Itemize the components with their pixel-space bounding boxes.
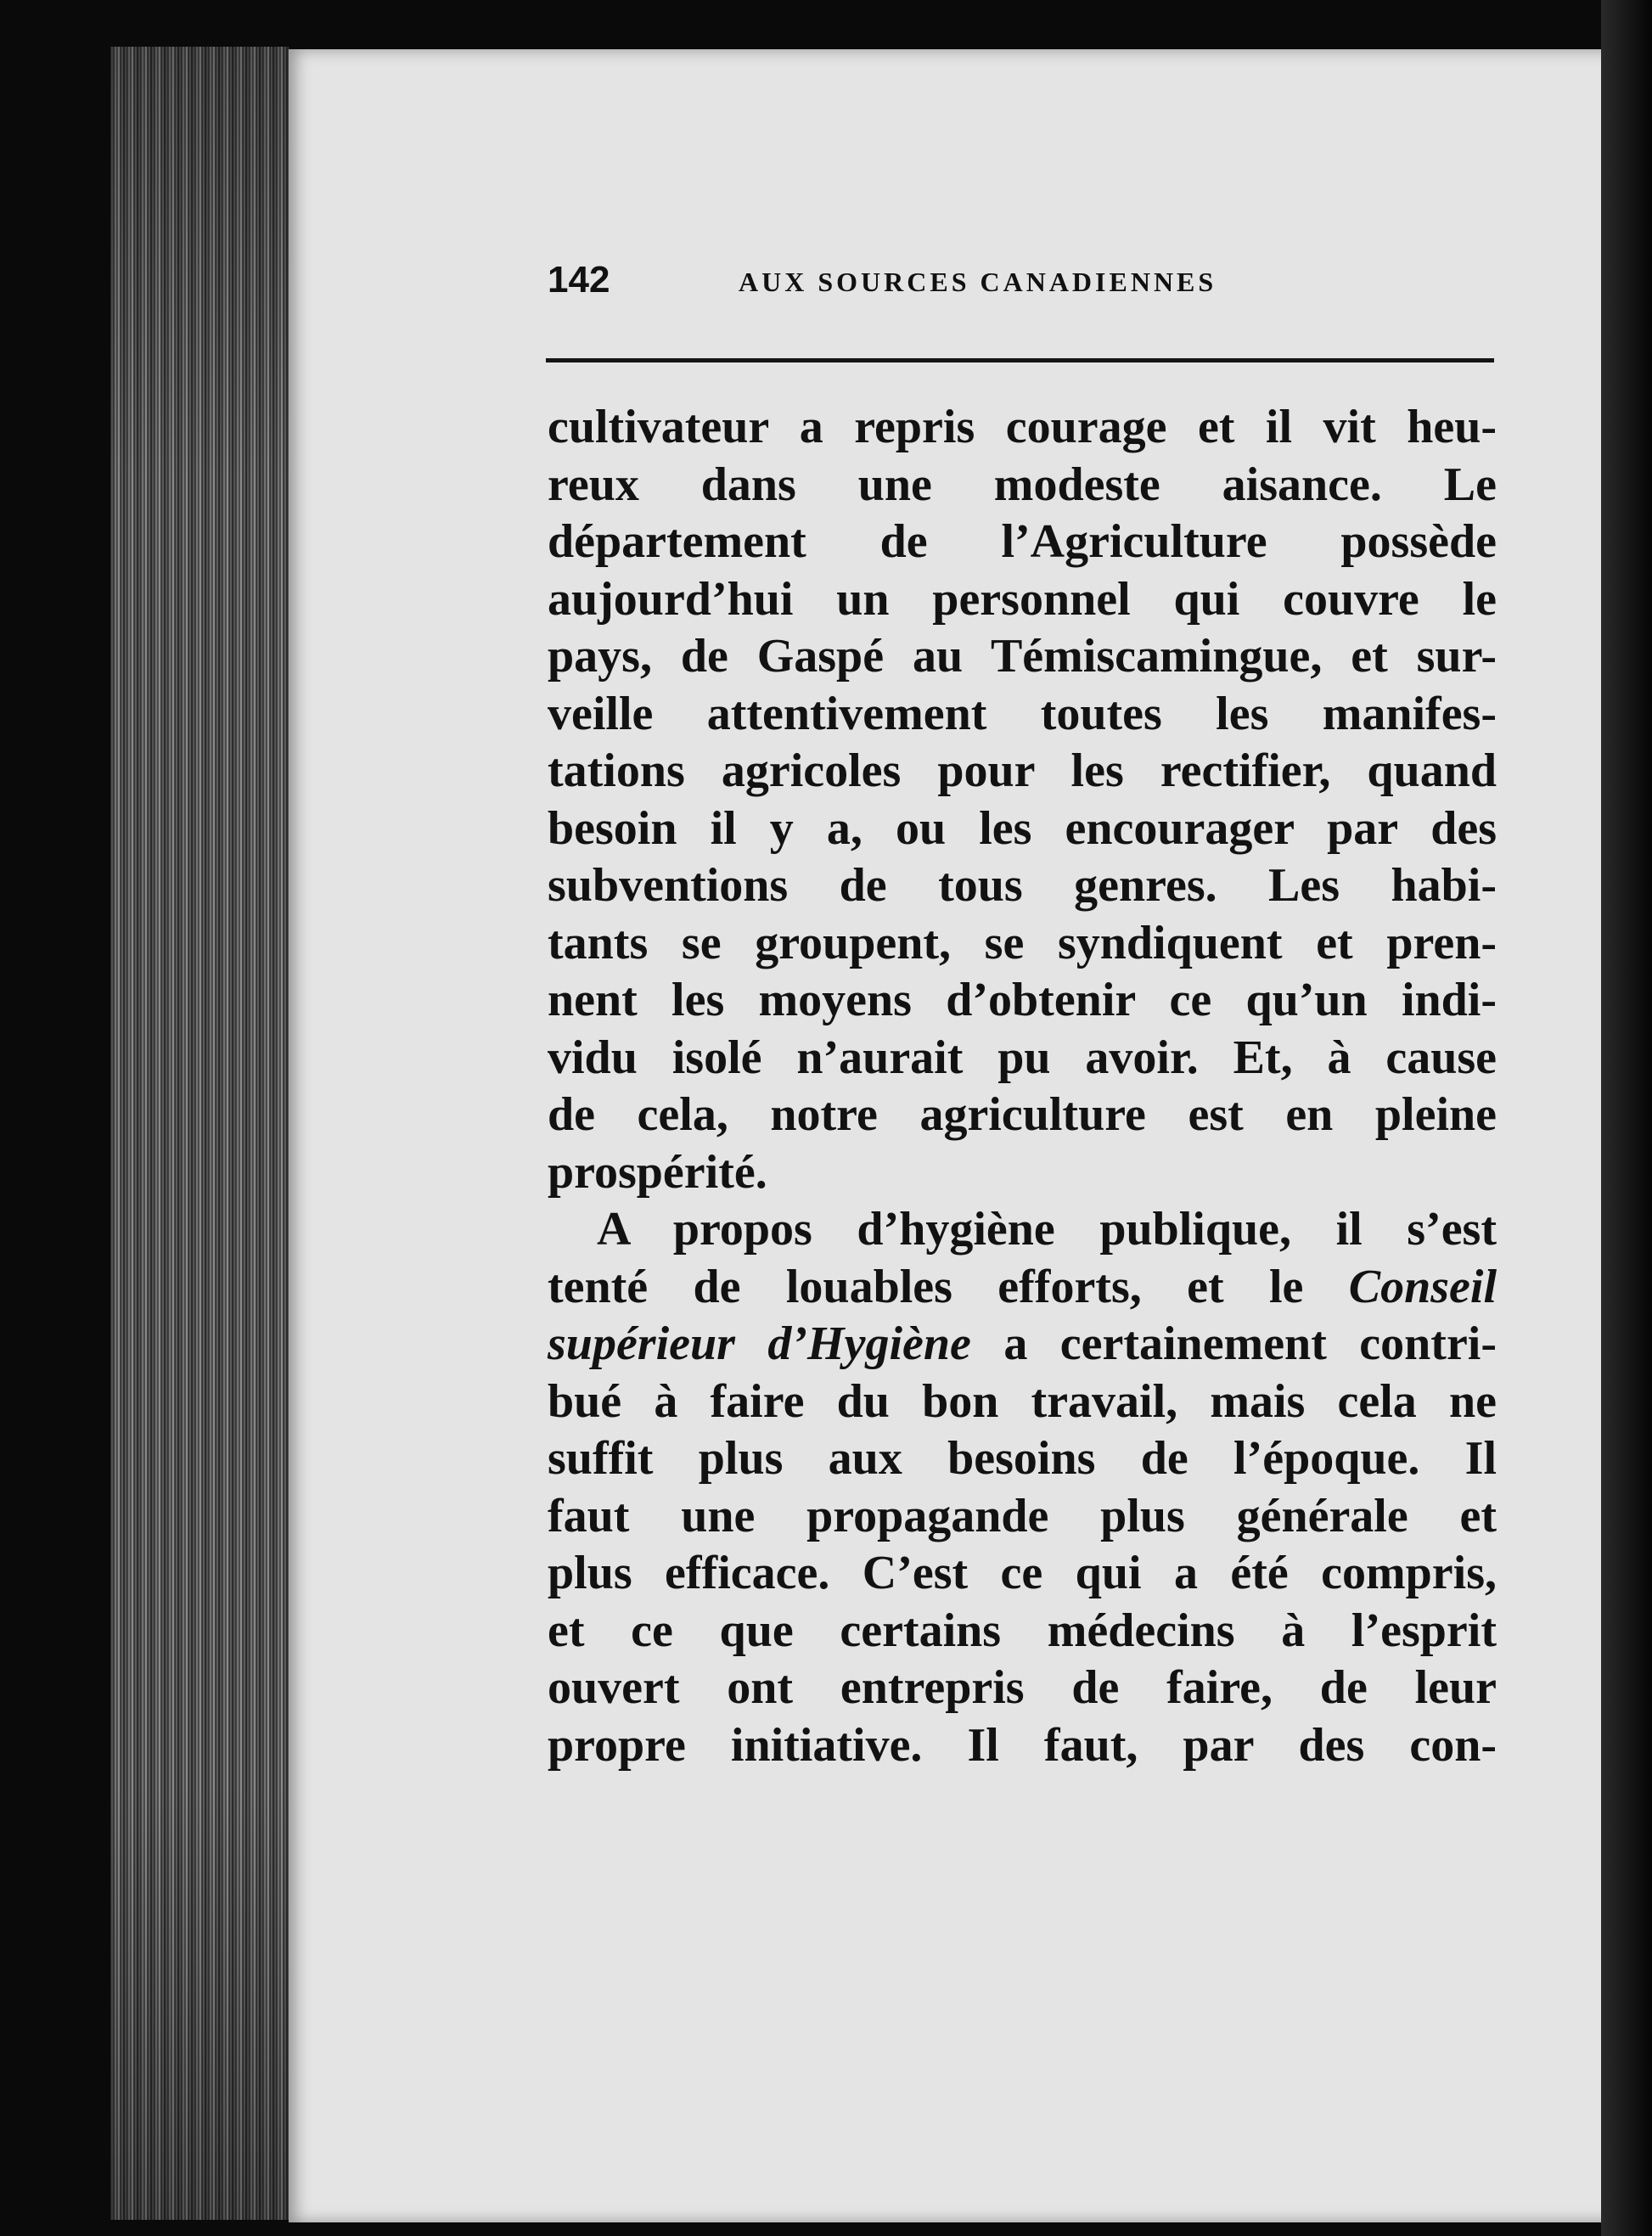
text-line: nent les moyens d’obtenir ce qu’un indi- — [548, 974, 1497, 1026]
text-line: ouvert ont entrepris de faire, de leur — [548, 1661, 1497, 1714]
text-fragment: a certainement contri- — [1003, 1317, 1497, 1370]
text-line: de cela, notre agriculture est en pleine — [548, 1088, 1497, 1141]
header-rule — [546, 358, 1494, 362]
text-line — [548, 1259, 1497, 1317]
text-line: pays, de Gaspé au Témiscamingue, et sur- — [548, 630, 1497, 683]
book-page-edges — [110, 47, 289, 2220]
text-line: tations agricoles pour les rectifier, quand — [548, 744, 1497, 797]
paragraph-2 — [548, 1201, 1497, 1774]
text-line: faut une propagande plus générale et — [548, 1489, 1497, 1542]
text-line: aujourd’hui un personnel qui couvre le — [548, 572, 1497, 626]
text-line: cultivateur a repris courage et il vit heu- — [548, 401, 1497, 453]
text-line: et ce que certains médecins à l’esprit — [548, 1604, 1497, 1657]
italic-title-fragment: supérieur d’Hygiène — [548, 1317, 971, 1370]
text-fragment: tenté de louables efforts, et le — [548, 1260, 1304, 1313]
page-header — [548, 255, 1490, 314]
text-line: besoin il y a, ou les encourager par des — [548, 801, 1497, 855]
text-line — [548, 1316, 1497, 1374]
running-title: AUX SOURCES CANADIENNES — [739, 267, 1217, 297]
body-text — [548, 399, 1497, 1774]
text-line: propre initiative. Il faut, par des con- — [548, 1718, 1497, 1772]
page-number: 142 — [548, 259, 610, 301]
text-line: département de l’Agriculture possède — [548, 515, 1497, 568]
text-line: prospérité. — [548, 1145, 767, 1199]
text-line: vidu isolé n’aurait pu avoir. Et, à cause — [548, 1031, 1497, 1084]
text-line: bué à faire du bon travail, mais cela ne — [548, 1374, 1497, 1428]
italic-title-fragment: Conseil — [1348, 1260, 1497, 1313]
text-line: A propos d’hygiène publique, il s’est — [597, 1203, 1497, 1256]
text-line: reux dans une modeste aisance. Le — [548, 458, 1497, 511]
text-line: plus efficace. C’est ce qui a été compris, — [548, 1547, 1497, 1599]
text-line: suffit plus aux besoins de l’époque. Il — [548, 1432, 1497, 1485]
text-line: veille attentivement toutes les manifes- — [548, 687, 1497, 740]
paragraph-1 — [548, 399, 1497, 1201]
text-line: subventions de tous genres. Les habi- — [548, 859, 1497, 912]
right-border-shadow — [1601, 0, 1652, 2236]
text-line: tants se groupent, se syndiquent et pren- — [548, 916, 1497, 969]
